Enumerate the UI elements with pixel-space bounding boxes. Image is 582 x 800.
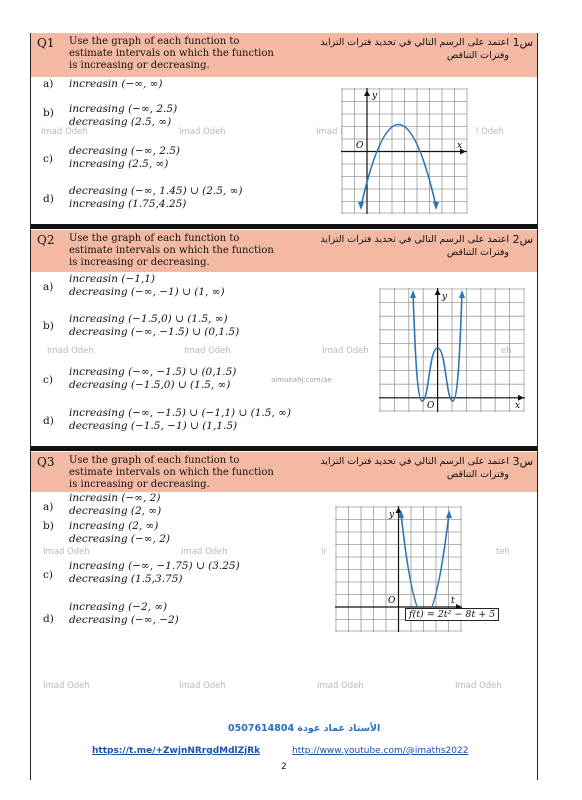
- option-answer[interactable]: increasin (−∞, ∞): [69, 78, 163, 90]
- x-axis-label: t: [451, 596, 455, 606]
- question-header-q1: [31, 33, 537, 77]
- y-axis-label: y: [389, 510, 395, 520]
- option-answer[interactable]: increasin (−∞, 2) decreasing (2, ∞): [69, 492, 162, 517]
- youtube-link[interactable]: http://www.youtube.com/@imaths2022: [292, 746, 469, 756]
- origin-label: O: [388, 596, 396, 606]
- teacher-contact: الأستاذ عماد عودة 0507614804: [228, 723, 381, 734]
- section-divider: [31, 446, 537, 451]
- watermark: Imad Odeh: [47, 346, 94, 356]
- option-letter[interactable]: c): [43, 374, 53, 386]
- curve: [401, 514, 449, 617]
- watermark: Imad I: [316, 127, 343, 137]
- option-letter[interactable]: c): [43, 153, 53, 165]
- function-label: f(t) = 2t² − 8t + 5: [405, 608, 499, 621]
- option-letter[interactable]: c): [43, 569, 53, 581]
- watermark: Ir: [321, 547, 328, 557]
- watermark: Imad Odeh: [322, 346, 369, 356]
- option-answer[interactable]: decreasing (−∞, 2.5) increasing (2.5, ∞): [69, 145, 180, 170]
- watermark: Imad Odeh: [455, 681, 502, 691]
- question-header-q3: [31, 452, 537, 492]
- y-axis-label: y: [442, 292, 448, 302]
- option-letter[interactable]: b): [43, 320, 54, 332]
- option-answer[interactable]: increasing (−1.5,0) ∪ (1.5, ∞) decreasing (−∞, −1.5) ∪ (0,1.5): [69, 313, 240, 338]
- option-answer[interactable]: increasing (2, ∞) decreasing (−∞, 2): [69, 520, 170, 545]
- question-text-arabic: اعتمد على الرسم التالي في تحديد فترات التزايد وفترات التناقص: [320, 234, 509, 258]
- curve: [361, 125, 436, 207]
- origin-label: O: [427, 401, 435, 411]
- watermark: Imad Odeh: [43, 547, 90, 557]
- site-watermark: almanahj.com/ae: [271, 376, 332, 384]
- watermark: Imad Odeh: [179, 681, 226, 691]
- origin-label: O: [356, 141, 364, 151]
- page-number: 2: [281, 762, 287, 772]
- question-number-arabic: س1: [512, 36, 533, 49]
- watermark: eh: [501, 346, 512, 356]
- telegram-link[interactable]: https://t.me/+ZwjnNRrgdMdlZjRk: [92, 746, 261, 756]
- option-letter[interactable]: a): [43, 78, 54, 90]
- question-number: Q1: [37, 36, 55, 50]
- option-letter[interactable]: a): [43, 501, 54, 513]
- question-header-q2: [31, 230, 537, 272]
- option-answer[interactable]: increasin (−1,1) decreasing (−∞, −1) ∪ (1, ∞): [69, 273, 225, 298]
- option-letter[interactable]: b): [43, 520, 54, 532]
- question-number-arabic: س3: [512, 455, 533, 468]
- option-answer[interactable]: increasing (−∞, −1.5) ∪ (−1,1) ∪ (1.5, ∞) decreasing (−1.5, −1) ∪ (1,1.5): [69, 407, 291, 432]
- watermark: l Odeh: [476, 127, 504, 137]
- question-text: Use the graph of each function to estimate intervals on which the function is increasing or decreasing.: [69, 36, 274, 71]
- watermark: teh: [496, 547, 510, 557]
- question-text: Use the graph of each function to estimate intervals on which the function is increasing or decreasing.: [69, 233, 274, 268]
- question-text-arabic: اعتمد على الرسم التالي في تحديد فترات التزايد وفترات التناقص: [320, 456, 509, 480]
- section-divider: [31, 224, 537, 229]
- graph-q1: [341, 88, 468, 214]
- option-answer[interactable]: decreasing (−∞, 1.45) ∪ (2.5, ∞) increasing (1.75,4.25): [69, 185, 243, 210]
- question-number: Q3: [37, 455, 55, 469]
- y-axis-label: y: [372, 91, 378, 101]
- option-answer[interactable]: increasing (−2, ∞) decreasing (−∞, −2): [69, 601, 179, 626]
- watermark: Imad Odeh: [317, 681, 364, 691]
- option-letter[interactable]: d): [43, 613, 54, 625]
- option-letter[interactable]: d): [43, 193, 54, 205]
- watermark: Imad Odeh: [43, 681, 90, 691]
- option-answer[interactable]: increasing (−∞, −1.5) ∪ (0,1.5) decreasing (−1.5,0) ∪ (1.5, ∞): [69, 366, 237, 391]
- option-letter[interactable]: a): [43, 281, 54, 293]
- watermark: Imad Odeh: [179, 127, 226, 137]
- watermark: Imad Odeh: [181, 547, 228, 557]
- question-text: Use the graph of each function to estimate intervals on which the function is increasing or decreasing.: [69, 455, 274, 490]
- question-number: Q2: [37, 233, 55, 247]
- option-letter[interactable]: d): [43, 415, 54, 427]
- watermark: Imad Odeh: [184, 346, 231, 356]
- x-axis-label: x: [457, 141, 463, 151]
- worksheet-page: [30, 33, 538, 780]
- x-axis-label: x: [515, 401, 521, 411]
- option-answer[interactable]: increasing (−∞, −1.75) ∪ (3.25) decreasing (1.5,3.75): [69, 560, 240, 585]
- option-letter[interactable]: b): [43, 107, 54, 119]
- watermark: Imad Odeh: [41, 127, 88, 137]
- question-text-arabic: اعتمد على الرسم التالي في تحديد فترات التزايد وفترات التناقص: [320, 37, 509, 61]
- question-number-arabic: س2: [512, 233, 533, 246]
- option-answer[interactable]: increasing (−∞, 2.5) decreasing (2.5, ∞): [69, 103, 178, 128]
- graph-q2: [379, 288, 525, 412]
